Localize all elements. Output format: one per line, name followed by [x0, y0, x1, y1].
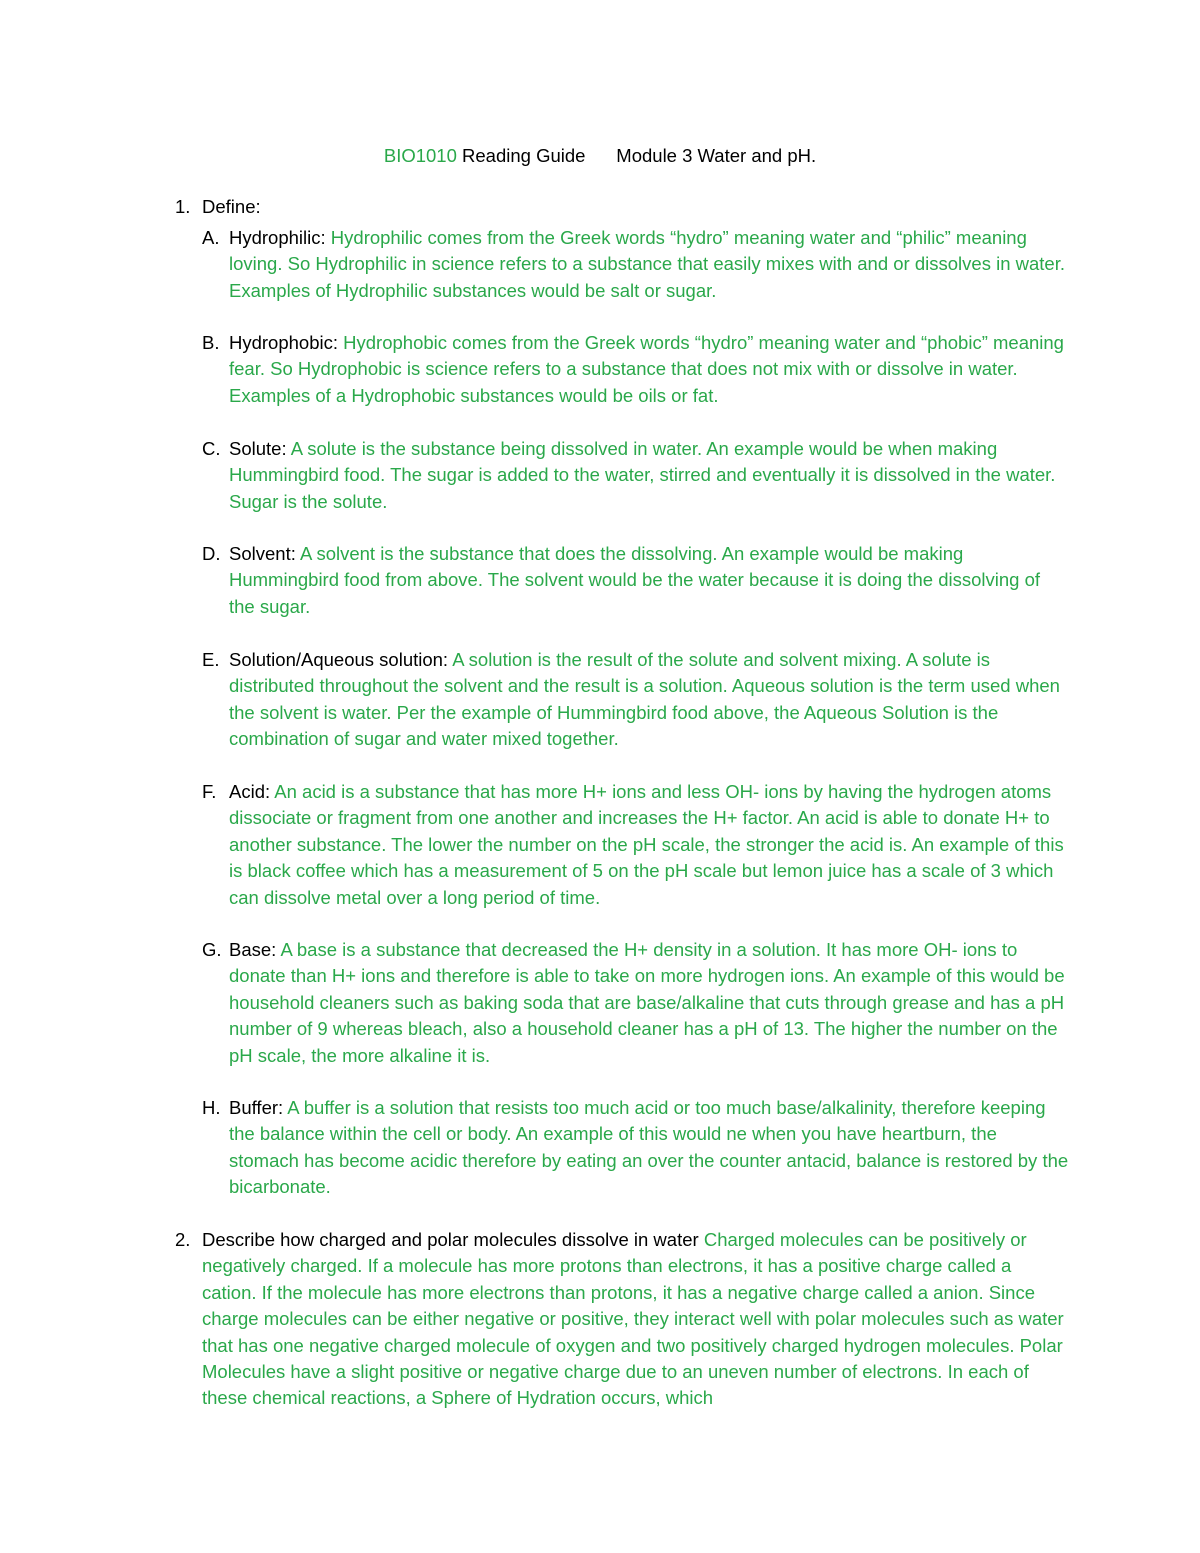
definition-e-answer: A solution is the result of the solute and solvent mixing. A solute is distributed throughout the solvent and the result is a solution. Aqueous solution is the term used when the solvent is water. Per the example of Hummingbird food above, the Aqueous Solution is the combination of sugar and water mixed together. [229, 649, 1060, 750]
definition-f-letter: F. [202, 781, 217, 802]
definition-b-letter: B. [202, 332, 220, 353]
guide-label: Reading Guide Module 3 Water and pH. [456, 145, 817, 166]
definition-d [202, 541, 1070, 620]
question-2-number: 2. [175, 1229, 191, 1250]
definition-c-answer: A solute is the substance being dissolved in water. An example would be when making Hummingbird food. The sugar is added to the water, stirred and eventually it is dissolved in the water. Sugar is the solute. [229, 438, 1056, 512]
definition-d-term: Solvent: [229, 543, 296, 564]
definition-a [202, 225, 1070, 304]
question-2 [175, 1227, 1070, 1412]
definition-g [202, 937, 1070, 1069]
question-1-number: 1. [175, 196, 191, 217]
definition-a-answer: Hydrophilic comes from the Greek words “hydro” meaning water and “philic” meaning loving. So Hydrophilic in science refers to a substance that easily mixes with and or dissolves in water. Examples of Hydrophilic substances would be salt or sugar. [229, 227, 1065, 301]
definition-c-letter: C. [202, 438, 221, 459]
definition-g-term: Base: [229, 939, 277, 960]
document-title [0, 143, 1200, 169]
definition-h-answer: A buffer is a solution that resists too much acid or too much base/alkalinity, therefore keeping the balance within the cell or body. An example of this would ne when you have heartburn, the stomach has become acidic therefore by eating an over the counter antacid, balance is restored by the bicarbonate. [229, 1097, 1069, 1198]
question-1-prompt: Define: [202, 196, 261, 217]
definition-e-letter: E. [202, 649, 220, 670]
definition-b-term: Hydrophobic: [229, 332, 339, 353]
question-2-answer: Charged molecules can be positively or negatively charged. If a molecule has more protons than electrons, it has a positive charge called a cation. If the molecule has more electrons than protons, it has a negative charge called a anion. Since charge molecules can be either negative or positive, they interact well with polar molecules such as water that has one negative charged molecule of oxygen and two positively charged hydrogen molecules. Polar Molecules have a slight positive or negative charge due to an uneven number of electrons. In each of these chemical reactions, a Sphere of Hydration occurs, which [202, 1229, 1064, 1409]
definition-d-answer: A solvent is the substance that does the dissolving. An example would be making Hummingbird food from above. The solvent would be the water because it is doing the dissolving of the sugar. [229, 543, 1041, 617]
definition-e-term: Solution/Aqueous solution: [229, 649, 449, 670]
question-2-prompt: Describe how charged and polar molecules dissolve in water [202, 1229, 699, 1250]
definition-f [202, 779, 1070, 911]
definition-a-term: Hydrophilic: [229, 227, 326, 248]
definition-h-term: Buffer: [229, 1097, 284, 1118]
definition-b-answer: Hydrophobic comes from the Greek words “hydro” meaning water and “phobic” meaning fear. So Hydrophobic is science refers to a substance that does not mix with or dissolve in water. Examples of a Hydrophobic substances would be oils or fat. [229, 332, 1064, 406]
course-code: BIO1010 [383, 145, 457, 166]
definition-h-letter: H. [202, 1097, 221, 1118]
definition-f-answer: An acid is a substance that has more H+ ions and less OH- ions by having the hydrogen atoms dissociate or fragment from one another and increases the H+ factor. An acid is able to donate H+ to another substance. The lower the number on the pH scale, the stronger the acid is. An example of this is black coffee which has a measurement of 5 on the pH scale but lemon juice has a scale of 3 which can dissolve metal over a long period of time. [229, 781, 1064, 908]
question-1 [175, 194, 1070, 220]
definition-c-term: Solute: [229, 438, 287, 459]
definition-f-term: Acid: [229, 781, 271, 802]
definition-b [202, 330, 1070, 409]
definition-a-letter: A. [202, 227, 220, 248]
definition-d-letter: D. [202, 543, 221, 564]
definition-e [202, 647, 1070, 753]
definition-g-answer: A base is a substance that decreased the H+ density in a solution. It has more OH- ions to donate than H+ ions and therefore is able to take on more hydrogen ions. An example of this would be household cleaners such as baking soda that are base/alkaline that cuts through grease and has a pH number of 9 whereas bleach, also a household cleaner has a pH of 13. The higher the number on the pH scale, the more alkaline it is. [229, 939, 1065, 1066]
definition-h [202, 1095, 1070, 1201]
definition-c [202, 436, 1070, 515]
definition-g-letter: G. [202, 939, 222, 960]
